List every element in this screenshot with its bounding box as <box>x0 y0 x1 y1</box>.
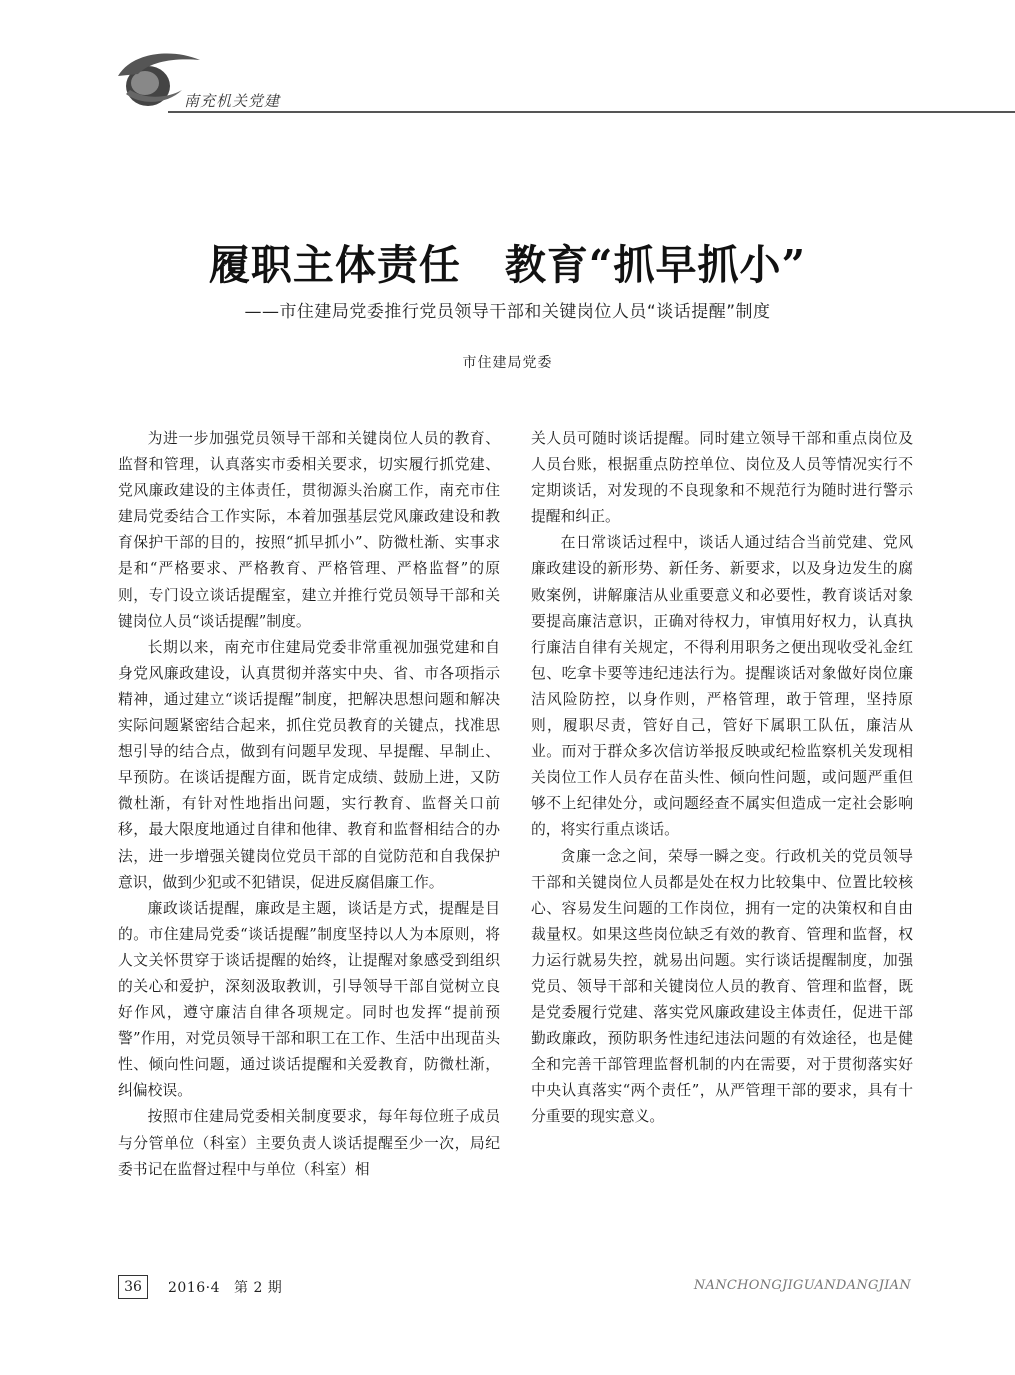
paragraph: 为进一步加强党员领导干部和关键岗位人员的教育、监督和管理，认真落实市委相关要求，切实履行抓党建、党风廉政建设的主体责任，贯彻源头治腐工作，南充市住建局党委结合工作实际，本着加强基层党风廉政建设和教育保护干部的目的，按照“抓早抓小”、防微杜渐、实事求是和“严格要求、严格教育、严格管理、严格监督”的原则，专门设立谈话提醒室，建立并推行党员领导干部和关键岗位人员“谈话提醒”制度。 <box>118 430 500 630</box>
article-author: 市住建局党委 <box>462 355 553 371</box>
article-title-part1: 履职主体责任 <box>208 241 461 289</box>
page-number: 36 <box>118 1275 148 1299</box>
paragraph-continued: 关人员可随时谈话提醒。同时建立领导干部和重点岗位及人员台账，根据重点防控单位、岗位及人员等情况实行不定期谈话，对发现的不良现象和不规范行为随时进行警示提醒和纠正。 <box>531 430 913 526</box>
issue-info <box>168 1277 282 1297</box>
paragraph: 贪廉一念之间，荣辱一瞬之变。行政机关的党员领导干部和关键岗位人员都是处在权力比较集中、位置比较核心、容易发生问题的工作岗位，拥有一定的决策权和自由裁量权。如果这些岗位缺乏有效的教育、管理和监督，权力运行就易失控，就易出问题。实行谈话提醒制度，加强党员、领导干部和关键岗位人员的教育、管理和监督，既是党委履行党建、落实党风廉政建设主体责任，促进干部勤政廉政，预防职务性违纪违法问题的有效途径，也是健全和完善干部管理监督机制的内在需要，对于贯彻落实好中央认真落实“两个责任”，从严管理干部的要求，具有十分重要的现实意义。 <box>531 847 913 1126</box>
header-rule <box>168 111 1015 113</box>
issue-date: 2016·4 <box>168 1280 220 1296</box>
left-column <box>118 426 500 1183</box>
paragraph: 按照市住建局党委相关制度要求，每年每位班子成员与分管单位（科室）主要负责人谈话提醒至少一次，局纪委书记在监督过程中与单位（科室）相 <box>118 1108 500 1178</box>
issue-number: 第 2 期 <box>234 1280 283 1296</box>
article-title-part2: 教育“抓早抓小” <box>504 241 807 289</box>
magazine-pinyin-name: NANCHONGJIGUANDANGJIAN <box>693 1278 911 1293</box>
article-subtitle: ——市住建局党委推行党员领导干部和关键岗位人员“谈话提醒”制度 <box>244 302 771 322</box>
article-title <box>0 232 1015 291</box>
paragraph: 廉政谈话提醒，廉政是主题，谈话是方式，提醒是目的。市住建局党委“谈话提醒”制度坚持以人为本原则，将人文关怀贯穿于谈话提醒的始终，让提醒对象感受到组织的关心和爱护，深刻汲取教训，引导领导干部自觉树立良好作风，遵守廉洁自律各项规定。同时也发挥“提前预警”作用，对党员领导干部和职工在工作、生活中出现苗头性、倾向性问题，通过谈话提醒和关爱教育，防微杜渐，纠偏校误。 <box>118 899 500 1100</box>
paragraph: 长期以来，南充市住建局党委非常重视加强党建和自身党风廉政建设，认真贯彻并落实中央、省、市各项指示精神，通过建立“谈话提醒”制度，把解决思想问题和解决实际问题紧密结合起来，抓住党员教育的关键点，找准思想引导的结合点，做到有问题早发现、早提醒、早制止、早预防。在谈话提醒方面，既肯定成绩、鼓励上进，又防微杜渐，有针对性地指出问题，实行教育、监督关口前移，最大限度地通过自律和他律、教育和监督相结合的办法，进一步增强关键岗位党员干部的自觉防范和自我保护意识，做到少犯或不犯错误，促进反腐倡廉工作。 <box>118 638 500 891</box>
paragraph: 在日常谈话过程中，谈话人通过结合当前党建、党风廉政建设的新形势、新任务、新要求，以及身边发生的腐败案例，讲解廉洁从业重要意义和必要性，教育谈话对象要提高廉洁意识，正确对待权力，审慎用好权力，认真执行廉洁自律有关规定，不得利用职务之便出现收受礼金红包、吃拿卡要等违纪违法行为。提醒谈话对象做好岗位廉洁风险防控，以身作则，严格管理，敢于管理，坚持原则，履职尽责，管好自己，管好下属职工队伍，廉洁从业。而对于群众多次信访举报反映或纪检监察机关发现相关岗位工作人员存在苗头性、倾向性问题，或问题严重但够不上纪律处分，或问题经查不属实但造成一定社会影响的，将实行重点谈话。 <box>531 534 913 839</box>
magazine-header-title: 南充机关党建 <box>184 92 281 110</box>
right-column <box>531 426 913 1131</box>
